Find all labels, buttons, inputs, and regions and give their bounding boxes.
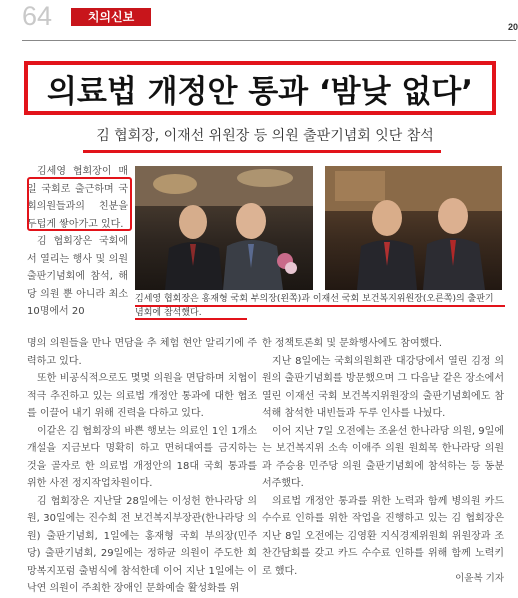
subheadline: 김 협회장, 이재선 위원장 등 의원 출판기념회 잇단 참석 [96,128,434,144]
caption-red-underline-2 [135,318,247,320]
col1-paragraph: 김 협회장은 국회에서 열리는 행사 및 의원 출판기념회에 참석, 해당 의원 뿐 아니라 최소 10명에서 20 [27,236,128,317]
body-paragraph-0: 명의 의원들을 만나 면담을 추 체험 현안 알리기에 주력하고 있다. [27,338,257,367]
lead-highlight-box [27,177,132,231]
body-paragraph-6: 이어 지난 7일 오전에는 조윤선 한나라당 의원, 9일에는 보건복지위 소속 이애주 의원 원희목 한나라당 의원과 주승용 민주당 의원 출판기념회에 참석하는 등 동분서주했다. [262,425,504,489]
page-number: 64 [22,1,53,31]
paper-name-badge: 치의신보 [71,8,151,26]
headline: 의료법 개정안 통과 ‘밤낮 없다’ [46,73,474,110]
caption-red-underline [135,305,505,307]
photo-left [135,166,313,290]
photo-caption: 김세영 협회장은 홍재형 국회 부의장(왼쪽)과 이재선 국회 보건복지위원장(오른쪽)의 출판기념회에 참석했다. [135,294,494,318]
body-paragraph-3: 김 협회장은 지난달 28일에는 이성헌 한나라당 의원, 30일에는 진수희 전 보건복지부장관(한나라당 의원) 출판기념회, 1일에는 홍재형 국회 부의장(민주당) 출판기념회, 29일에는 정하균 의원이 주도한 희망복지포럼 출범식에 참석한데 이어 지난 1일에는 이낙연 의원이 주최한 장애인 문화예술 활성화를 위 [27,495,257,594]
corner-date-fragment: 20 [507,22,518,32]
subheadline-red-underline [83,150,441,153]
body-column-right [262,335,504,580]
body-column-left [27,335,257,598]
body-paragraph-5: 지난 8일에는 국회의원회관 대강당에서 열린 김정 의원의 출판기념회를 방문했으며 그 다음날 같은 장소에서 열린 이재선 국회 보건복지위원장의 출판기념회에도 참석해 참석한 내빈들과 두루 인사를 나눴다. [262,355,504,419]
photo-left-figures [135,166,313,290]
body-paragraph-2: 이같은 김 협회장의 바쁜 행보는 의료인 1인 1개소 개설을 지금보다 명확히 하고 면허대여를 금지하는 것을 골자로 한 의료법 개정안의 18대 국회 통과를 위한 사전 정지작업차원이다. [27,425,257,489]
byline: 이윤복 기자 [455,573,504,584]
photo-right [325,166,502,290]
body-paragraph-1: 또한 비공식적으로도 몇몇 의원을 면담하며 치협이 적극 추진하고 있는 의료법 개정안 통과에 대한 협조를 이끌어 내기 위해 진력을 다하고 있다. [27,373,257,419]
photo-right-figures [325,166,502,290]
masthead-rule [22,40,516,41]
body-paragraph-7: 의료법 개정안 통과를 위한 노력과 함께 병의원 카드수수료 인하를 위한 작업을 진행하고 있는 김 협회장은 지난 8일 오전에는 김영환 지식경제위원회 위원장과 조찬간담회를 갖고 카드 수수료 인하를 위해 함께 노력키로 했다. [262,495,504,577]
headline-box [24,61,496,115]
lead-paragraph: 김세영 협회장이 매일 국회로 출근하며 국회의원들과의 친분을 두텁게 쌓아가고 있다. [27,166,128,230]
body-paragraph-4: 한 정책토론회 및 문화행사에도 참여했다. [262,338,443,349]
